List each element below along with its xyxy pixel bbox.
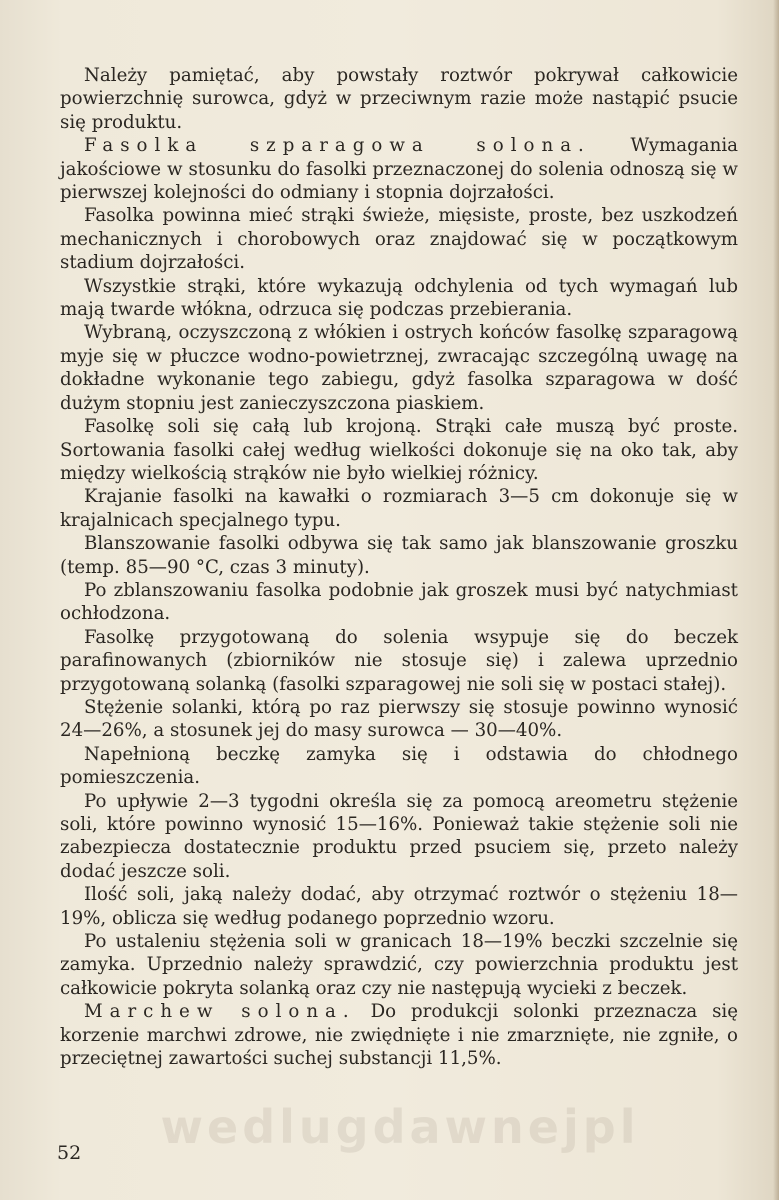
paragraph <box>60 204 738 274</box>
paragraph-text: Po zblanszowaniu fasolka podobnie jak groszek musi być natychmiast ochłodzona. <box>60 579 738 625</box>
paragraph <box>60 930 738 1000</box>
paragraph-text: Napełnioną beczkę zamyka się i odstawia do chłodnego pomieszczenia. <box>60 743 738 789</box>
paragraph <box>60 415 738 485</box>
watermark: wedlugdawnejpl <box>160 1100 640 1154</box>
paragraph <box>60 1000 738 1070</box>
paragraph-text: Wymagania jakościowe w stosunku do fasolki przeznaczonej do solenia odnoszą się w pierwszej kolejności do odmiany i stopnia dojrzałości. <box>60 135 738 204</box>
paragraph <box>60 579 738 626</box>
section-lead: Marchew solona. <box>84 1001 356 1023</box>
body-text <box>60 64 738 1070</box>
paragraph-text: Krajanie fasolki na kawałki o rozmiarach 3—5 cm dokonuje się w krajalnicach specjalnego typu. <box>60 486 738 531</box>
page-edge-shadow <box>773 0 779 1200</box>
paragraph-text: Fasolkę przygotowaną do solenia wsypuje się do beczek parafinowanych (zbiorników nie stosuje się) i zalewa uprzednio przygotowaną solanką (fasolki szparagowej nie soli się w postaci stałej). <box>60 626 738 695</box>
paragraph <box>60 321 738 415</box>
paragraph-text: Blanszowanie fasolki odbywa się tak samo jak blanszowanie groszku (temp. 85—90 °C, czas 3 minuty). <box>60 533 738 578</box>
paragraph-text: Do produkcji solonki przeznacza się korzenie marchwi zdrowe, nie zwiędnięte i nie zmarznięte, nie zgniłe, o przeciętnej zawartości suchej substancji 11,5%. <box>60 1001 738 1070</box>
paragraph <box>60 883 738 930</box>
paragraph-text: Ilość soli, jaką należy dodać, aby otrzymać roztwór o stężeniu 18—19%, oblicza się według podanego poprzednio wzoru. <box>60 884 738 929</box>
section-lead: Fasolka szparagowa solona. <box>84 135 591 157</box>
paragraph-text: Po ustaleniu stężenia soli w granicach 18—19% beczki szczelnie się zamyka. Uprzednio należy sprawdzić, czy powierzchnia produktu jest całkowicie pokryta solanką oraz czy nie następują wycieki z beczek. <box>60 931 738 999</box>
paragraph <box>60 64 738 134</box>
paragraph <box>60 532 738 579</box>
paragraph-text: Stężenie solanki, którą po raz pierwszy się stosuje powinno wynosić 24—26%, a stosunek jej do masy surowca — 30—40%. <box>60 696 738 742</box>
paragraph-text: Wszystkie strąki, które wykazują odchylenia od tych wymagań lub mają twarde włókna, odrzuca się podczas przebierania. <box>60 275 738 321</box>
paragraph <box>60 134 738 204</box>
paragraph <box>60 743 738 790</box>
paragraph <box>60 485 738 532</box>
page-number: 52 <box>57 1142 82 1164</box>
paragraph-text: Fasolkę soli się całą lub krojoną. Strąki całe muszą być proste. Sortowania fasolki całej według wielkości dokonuje się na oko tak, aby między wielkością strąków nie było wielkiej różnicy. <box>60 416 738 484</box>
paragraph-text: Po upływie 2—3 tygodni określa się za pomocą areometru stężenie soli, które powinno wynosić 15—16%. Ponieważ takie stężenie soli nie zabezpiecza dostatecznie produktu przed psuciem się, przeto należy dodać jeszcze soli. <box>60 790 738 882</box>
paragraph <box>60 790 738 884</box>
paragraph-text: Wybraną, oczyszczoną z włókien i ostrych końców fasolkę szparagową myje się w płuczce wodno-powietrznej, zwracając szczególną uwagę na dokładne wykonanie tego zabiegu, gdyż fasolka szparagowa w dość dużym stopniu jest zanieczyszczona piaskiem. <box>60 322 738 414</box>
paragraph <box>60 696 738 743</box>
paragraph <box>60 275 738 322</box>
paragraph-text: Należy pamiętać, aby powstały roztwór pokrywał całkowicie powierzchnię surowca, gdyż w przeciwnym razie może nastąpić psucie się produktu. <box>60 65 738 133</box>
paragraph <box>60 626 738 696</box>
paragraph-text: Fasolka powinna mieć strąki świeże, mięsiste, proste, bez uszkodzeń mechanicznych i chorobowych oraz znajdować się w początkowym stadium dojrzałości. <box>60 205 738 274</box>
